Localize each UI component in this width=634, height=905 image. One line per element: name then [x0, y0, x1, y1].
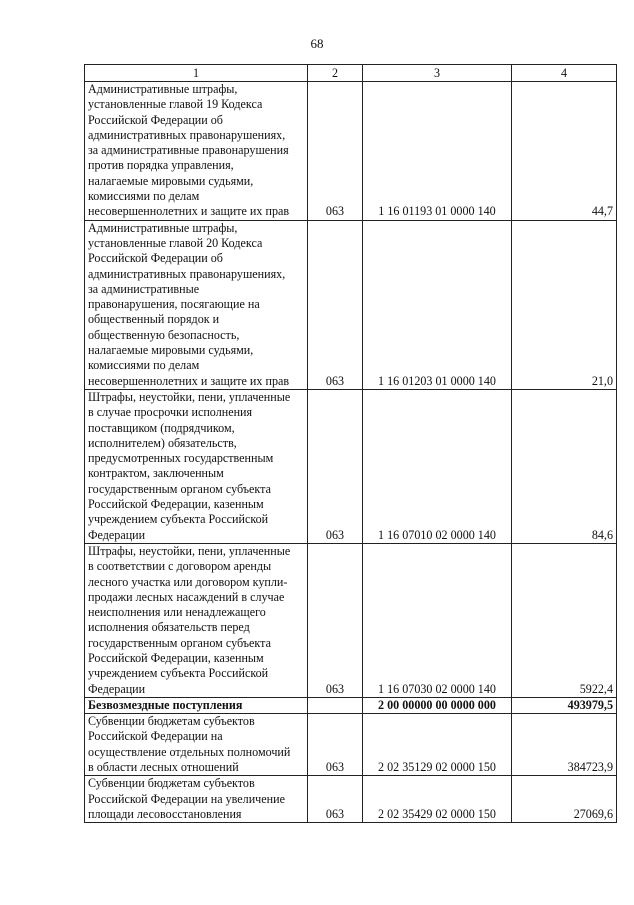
- table-row: [85, 389, 617, 543]
- row-budget-code: 1 16 01203 01 0000 140: [363, 220, 512, 389]
- table-row: [85, 220, 617, 389]
- row-amount: 44,7: [512, 82, 617, 221]
- row-amount: 84,6: [512, 389, 617, 543]
- row-admin-code: 063: [308, 543, 363, 697]
- row-admin-code: 063: [308, 389, 363, 543]
- row-admin-code: [308, 697, 363, 713]
- column-header-2: 2: [308, 65, 363, 82]
- table-row: [85, 543, 617, 697]
- row-budget-code: 2 02 35429 02 0000 150: [363, 776, 512, 823]
- row-budget-code: 2 00 00000 00 0000 000: [363, 697, 512, 713]
- row-admin-code: 063: [308, 82, 363, 221]
- row-description: Административные штрафы, установленные главой 20 Кодекса Российской Федерации об административных правонарушениях, за административные правонарушения, посягающие на общественный порядок и общественную безопасность, налагаемые мировыми судьями, комиссиями по делам несовершеннолетних и защите их прав: [85, 220, 308, 389]
- row-description: Штрафы, неустойки, пени, уплаченные в случае просрочки исполнения поставщиком (подрядчиком, исполнителем) обязательств, предусмотренных государственным контрактом, заключенным государственным органом субъекта Российской Федерации, казенным учреждением субъекта Российской Федерации: [85, 389, 308, 543]
- row-description: Штрафы, неустойки, пени, уплаченные в соответствии с договором аренды лесного участка или договором купли- продажи лесных насаждений в случае неисполнения или ненадлежащего исполнения обязательств перед государственным органом субъекта Российской Федерации, казенным учреждением субъекта Российской Федерации: [85, 543, 308, 697]
- column-header-1: 1: [85, 65, 308, 82]
- row-amount: 384723,9: [512, 714, 617, 776]
- row-admin-code: 063: [308, 220, 363, 389]
- row-description: Административные штрафы, установленные главой 19 Кодекса Российской Федерации об административных правонарушениях, за административные правонарушения против порядка управления, налагаемые мировыми судьями, комиссиями по делам несовершеннолетних и защите их прав: [85, 82, 308, 221]
- table-row: [85, 776, 617, 823]
- row-admin-code: 063: [308, 714, 363, 776]
- table-row: [85, 714, 617, 776]
- row-amount: 5922,4: [512, 543, 617, 697]
- row-amount: 493979,5: [512, 697, 617, 713]
- revenue-table: [84, 64, 617, 823]
- row-budget-code: 1 16 07030 02 0000 140: [363, 543, 512, 697]
- row-amount: 21,0: [512, 220, 617, 389]
- page-number: 68: [310, 36, 324, 51]
- table-row: [85, 697, 617, 713]
- table-header-row: [85, 65, 617, 82]
- row-admin-code: 063: [308, 776, 363, 823]
- table-row: [85, 82, 617, 221]
- row-budget-code: 2 02 35129 02 0000 150: [363, 714, 512, 776]
- column-header-3: 3: [363, 65, 512, 82]
- column-header-4: 4: [512, 65, 617, 82]
- row-budget-code: 1 16 01193 01 0000 140: [363, 82, 512, 221]
- row-amount: 27069,6: [512, 776, 617, 823]
- row-budget-code: 1 16 07010 02 0000 140: [363, 389, 512, 543]
- row-description: Безвозмездные поступления: [85, 697, 308, 713]
- row-description: Субвенции бюджетам субъектов Российской Федерации на осуществление отдельных полномочий в области лесных отношений: [85, 714, 308, 776]
- row-description: Субвенции бюджетам субъектов Российской Федерации на увеличение площади лесовосстановления: [85, 776, 308, 823]
